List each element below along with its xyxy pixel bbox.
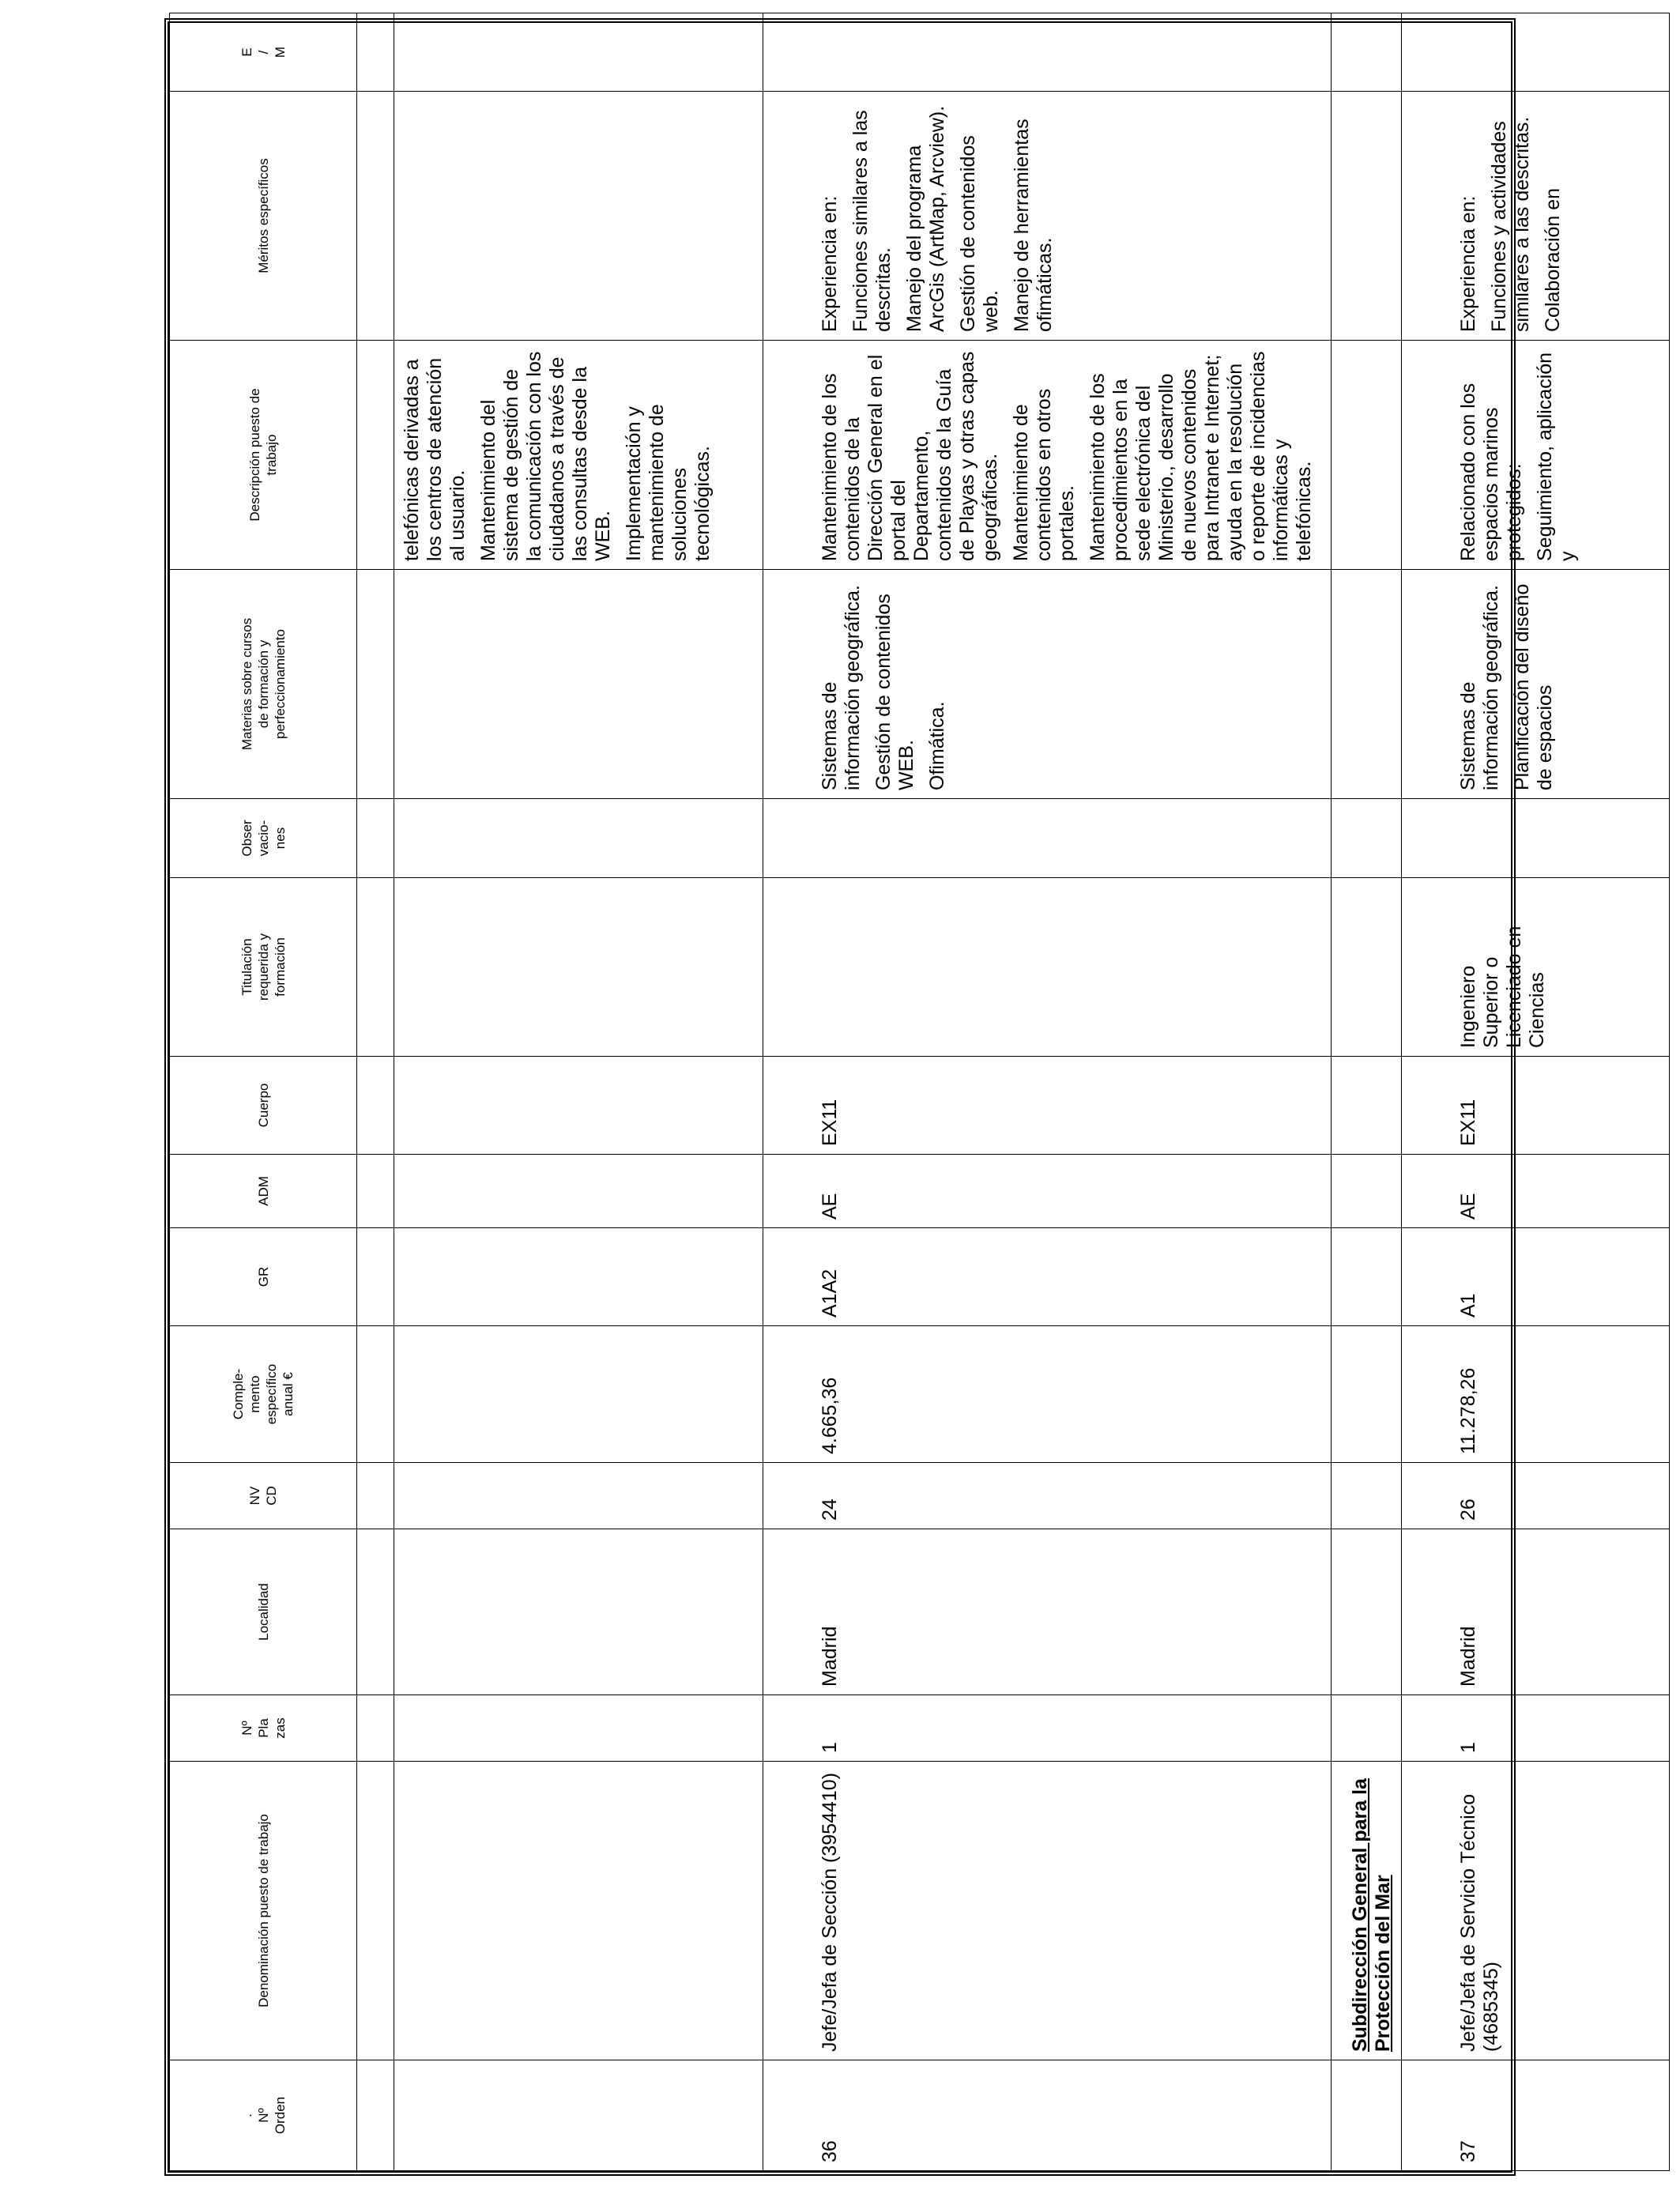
text-line: Sistemas de información geográfica. bbox=[1457, 585, 1502, 790]
cell-meritos bbox=[763, 92, 1332, 341]
cell-denominacion: Jefe/Jefa de Servicio Técnico (4685345) bbox=[1402, 1762, 1670, 2060]
rotated-table-sheet bbox=[164, 18, 1579, 2176]
table-row-continuation bbox=[394, 13, 763, 2171]
cell-orden: 36 bbox=[763, 2060, 1332, 2171]
cell-adm: AE bbox=[763, 1155, 1332, 1228]
header-em: E / M bbox=[170, 13, 357, 92]
text-line: Seguimiento, aplicación y bbox=[1534, 352, 1579, 561]
cell-nivel: 24 bbox=[763, 1463, 1332, 1529]
text-line: Relacionado con los espacios marinos protegidos: bbox=[1457, 383, 1525, 561]
cell-titulacion: Ingeniero Superior o Licenciado en Ciencias bbox=[1402, 878, 1670, 1057]
header-localidad: Localidad bbox=[170, 1529, 357, 1695]
cell-nivel: 26 bbox=[1402, 1463, 1670, 1529]
text-line: Experiencia en: bbox=[819, 195, 841, 332]
cell-plazas: 1 bbox=[1402, 1695, 1670, 1762]
cell-materias bbox=[1402, 570, 1670, 799]
section-row bbox=[1332, 13, 1402, 2171]
header-grupo: GR bbox=[170, 1228, 357, 1326]
text-line: Ofimática. bbox=[926, 701, 948, 790]
cell-orden: 37 bbox=[1402, 2060, 1670, 2171]
header-meritos: Méritos específicos bbox=[170, 92, 357, 341]
header-nivel: NV CD bbox=[170, 1463, 357, 1529]
header-materias: Materias sobre cursos de formación y perfeccionamiento bbox=[170, 570, 357, 799]
cell-observaciones bbox=[1402, 799, 1670, 878]
text-line: Planificación del diseño de espacios bbox=[1511, 583, 1556, 790]
header-orden-label: Nº Orden bbox=[255, 2096, 288, 2135]
text-line: Colaboración en bbox=[1542, 187, 1564, 332]
cell-plazas: 1 bbox=[763, 1695, 1332, 1762]
text-line: Gestión de contenidos WEB. bbox=[872, 594, 917, 790]
cell-adm: AE bbox=[1402, 1155, 1670, 1228]
header-descripcion: Descripción puesto de trabajo bbox=[170, 341, 357, 570]
cell-cuerpo: EX11 bbox=[763, 1057, 1332, 1155]
header-observaciones: Obser vacio- nes bbox=[170, 799, 357, 878]
header-cuerpo: Cuerpo bbox=[170, 1057, 357, 1155]
cell-localidad: Madrid bbox=[763, 1529, 1332, 1695]
cell-localidad: Madrid bbox=[1402, 1529, 1670, 1695]
text-line: Mantenimiento de los contenidos de la Dirección General en el portal del Departamento, contenidos de la Guía de Playas y otras capas geográficas. bbox=[819, 351, 1001, 561]
header-complemento: Comple- mento específico anual € bbox=[170, 1326, 357, 1463]
text-line: Gestión de contenidos web. bbox=[957, 135, 1002, 332]
header-orden bbox=[170, 2060, 357, 2171]
text-line: Funciones similares a las descritas. bbox=[849, 110, 895, 332]
table-row-37 bbox=[1402, 13, 1670, 2171]
cell-descripcion bbox=[1402, 341, 1670, 570]
cell-materias bbox=[763, 570, 1332, 799]
text-line: Mantenimiento de contenidos en otros portales. bbox=[1010, 388, 1078, 561]
header-titulacion: Titulación requerida y formación bbox=[170, 878, 357, 1057]
cell-em bbox=[1402, 13, 1670, 92]
text-line: Experiencia en: bbox=[1457, 195, 1479, 332]
cell-complemento: 11.278,26 bbox=[1402, 1326, 1670, 1463]
cell-meritos bbox=[1402, 92, 1670, 341]
job-positions-table bbox=[169, 13, 1670, 2171]
cell-grupo: A1 bbox=[1402, 1228, 1670, 1326]
cell-descripcion bbox=[763, 341, 1332, 570]
section-title: Subdirección General para la Protección del Mar bbox=[1332, 1762, 1402, 2060]
text-line: Manejo del programa ArcGis (ArtMap, Arcview). bbox=[903, 105, 948, 332]
cell-grupo: A1A2 bbox=[763, 1228, 1332, 1326]
spacer-row bbox=[357, 13, 394, 2171]
header-denominacion: Denominación puesto de trabajo bbox=[170, 1762, 357, 2060]
cell-denominacion: Jefe/Jefa de Sección (3954410) bbox=[763, 1762, 1332, 2060]
header-orden-mark: . bbox=[239, 2113, 254, 2117]
text-line: Funciones y actividades similares a las descritas. bbox=[1488, 116, 1533, 332]
text-line: telefónicas derivadas a los centros de atención al usuario. bbox=[401, 357, 469, 561]
text-line: Mantenimiento del sistema de gestión de la comunicación con los ciudadanos a través de las consultas desde la WEB. bbox=[477, 351, 614, 561]
header-adm: ADM bbox=[170, 1155, 357, 1228]
cell-complemento: 4.665,36 bbox=[763, 1326, 1332, 1463]
text-line: Implementación y mantenimiento de soluciones tecnológicas. bbox=[623, 404, 714, 561]
cell-observaciones bbox=[763, 799, 1332, 878]
cell-descripcion bbox=[394, 341, 763, 570]
cell-cuerpo: EX11 bbox=[1402, 1057, 1670, 1155]
text-line: Mantenimiento de los procedimientos en la sede electrónica del Ministerio., desarrollo de nuevos contenidos para Intranet e Internet; ayuda en la resolución o reporte de incidencias informáticas y telefónicas. bbox=[1087, 351, 1315, 561]
text-line: Manejo de herramientas ofimáticas. bbox=[1011, 119, 1056, 332]
header-row bbox=[170, 13, 357, 2171]
table-row-36 bbox=[763, 13, 1332, 2171]
cell-titulacion bbox=[763, 878, 1332, 1057]
cell-em bbox=[763, 13, 1332, 92]
text-line: Sistemas de información geográfica. bbox=[819, 585, 864, 790]
header-plazas: Nº Pla zas bbox=[170, 1695, 357, 1762]
